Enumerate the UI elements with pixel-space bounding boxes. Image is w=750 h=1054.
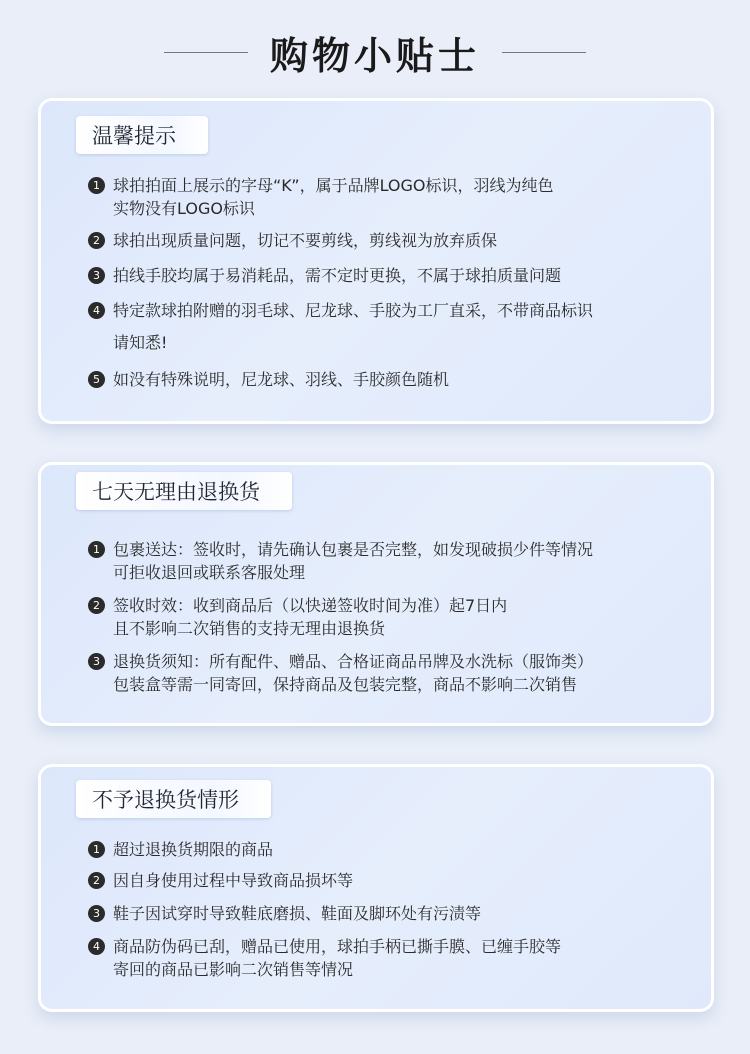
number-badge: 2: [88, 232, 105, 249]
item-text: 球拍出现质量问题，切记不要剪线，剪线视为放弃质保: [113, 231, 498, 250]
list-item: [88, 935, 674, 981]
tips-card: [38, 98, 714, 424]
no-return-card: [38, 764, 714, 1012]
return-policy-card: [38, 462, 714, 726]
list-item: [88, 538, 674, 584]
list-item: [88, 264, 674, 287]
item-text: 鞋子因试穿时导致鞋底磨损、鞋面及脚环处有污渍等: [113, 904, 482, 923]
item-text: 拍线手胶均属于易消耗品，需不定时更换，不属于球拍质量问题: [113, 266, 562, 285]
item-text: 特定款球拍附赠的羽毛球、尼龙球、手胶为工厂直采，不带商品标识: [113, 301, 594, 320]
section-heading: 不予退换货情形: [76, 780, 271, 818]
item-text: 寄回的商品已影响二次销售等情况: [113, 960, 354, 979]
number-badge: 2: [88, 872, 105, 889]
number-badge: 3: [88, 267, 105, 284]
title-divider-right: [502, 52, 586, 53]
number-badge: 1: [88, 541, 105, 558]
item-text: 球拍拍面上展示的字母“K”，属于品牌LOGO标识，羽线为纯色: [113, 176, 554, 195]
item-text: 退换货须知：所有配件、赠品、合格证商品吊牌及水洗标（服饰类）: [113, 652, 594, 671]
item-text: 包装盒等需一同寄回，保持商品及包装完整，商品不影响二次销售: [113, 675, 578, 694]
item-text: 且不影响二次销售的支持无理由退换货: [113, 619, 386, 638]
number-badge: 1: [88, 177, 105, 194]
item-text: 因自身使用过程中导致商品损坏等: [113, 871, 354, 890]
list-item: [88, 902, 674, 925]
item-text: 包裹送达：签收时，请先确认包裹是否完整，如发现破损少件等情况: [113, 540, 594, 559]
item-text: 实物没有LOGO标识: [113, 199, 255, 218]
list-item: [88, 368, 674, 391]
section-heading: 七天无理由退换货: [76, 472, 292, 510]
number-badge: 5: [88, 371, 105, 388]
list-item: [88, 229, 674, 252]
item-text: 如没有特殊说明，尼龙球、羽线、手胶颜色随机: [113, 370, 450, 389]
number-badge: 3: [88, 653, 105, 670]
list-item: [88, 838, 674, 861]
list-item: [88, 869, 674, 892]
list-item: [88, 299, 674, 354]
page-header: [0, 24, 750, 80]
item-text: 超过退换货期限的商品: [113, 840, 274, 859]
list-item: [88, 650, 674, 696]
item-text: 可拒收退回或联系客服处理: [113, 563, 306, 582]
title-divider-left: [164, 52, 248, 53]
number-badge: 2: [88, 597, 105, 614]
number-badge: 3: [88, 905, 105, 922]
number-badge: 4: [88, 302, 105, 319]
item-text: 签收时效：收到商品后（以快递签收时间为准）起7日内: [113, 596, 508, 615]
section-heading: 温馨提示: [76, 116, 208, 154]
list-item: [88, 594, 674, 640]
number-badge: 4: [88, 938, 105, 955]
list-item: [88, 174, 674, 220]
number-badge: 1: [88, 841, 105, 858]
item-text: 请知悉!: [113, 333, 168, 352]
item-text: 商品防伪码已刮，赠品已使用，球拍手柄已撕手膜、已缠手胶等: [113, 937, 562, 956]
page-title: 购物小贴士: [269, 33, 480, 78]
